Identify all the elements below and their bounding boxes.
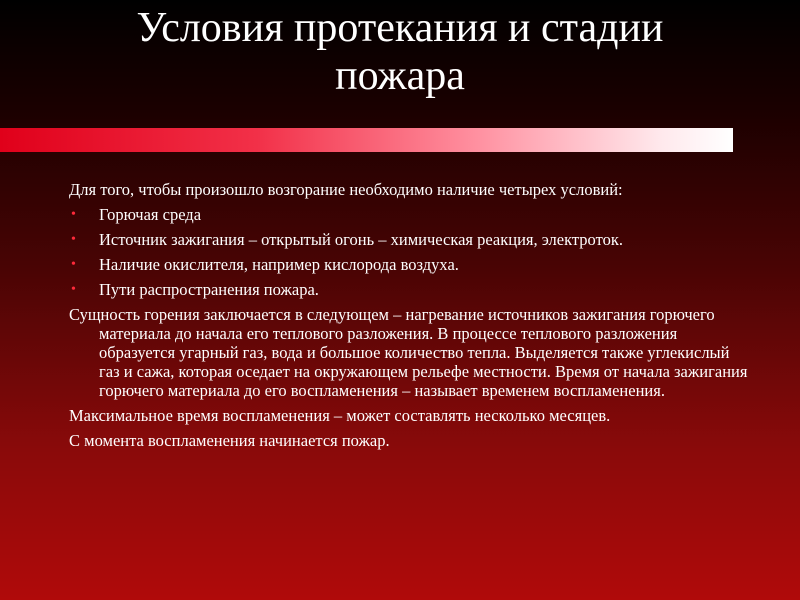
title-gradient-bar xyxy=(0,128,733,152)
bullet-text: Горючая среда xyxy=(99,205,202,224)
max-time-paragraph: Максимальное время воспламенения – может составлять несколько месяцев. xyxy=(69,406,611,425)
slide-title-line-2: пожара xyxy=(335,53,465,99)
bullet-dot-icon: • xyxy=(71,207,76,222)
bullet-item xyxy=(69,205,749,224)
bullet-text: Наличие окислителя, например кислорода воздуха. xyxy=(99,255,459,274)
bullet-text: Пути распространения пожара. xyxy=(99,280,319,299)
combustion-paragraph: Сущность горения заключается в следующем – нагревание источников зажигания горючего материала до начала его теплового разложения. В процессе теплового разложения образуется угарный газ, вода и большое количество тепла. Выделяется также углекислый газ и сажа, которая оседает на окружающем рельефе местности. Время от начала зажигания горючего материала до его воспламенения – называет временем воспламенения. xyxy=(69,305,748,400)
bullet-dot-icon: • xyxy=(71,232,76,247)
bullet-item xyxy=(69,230,749,249)
bullet-dot-icon: • xyxy=(71,257,76,272)
bullet-dot-icon: • xyxy=(71,282,76,297)
slide-title-line-1: Условия протекания и стадии xyxy=(136,5,664,51)
intro-paragraph: Для того, чтобы произошло возгорание необходимо наличие четырех условий: xyxy=(69,180,623,199)
fire-start-paragraph: С момента воспламенения начинается пожар. xyxy=(69,431,390,450)
bullet-item xyxy=(69,255,749,274)
bullet-text: Источник зажигания – открытый огонь – химическая реакция, электроток. xyxy=(99,230,623,249)
slide-body xyxy=(69,180,749,456)
slide-title xyxy=(40,4,760,100)
bullet-item xyxy=(69,280,749,299)
